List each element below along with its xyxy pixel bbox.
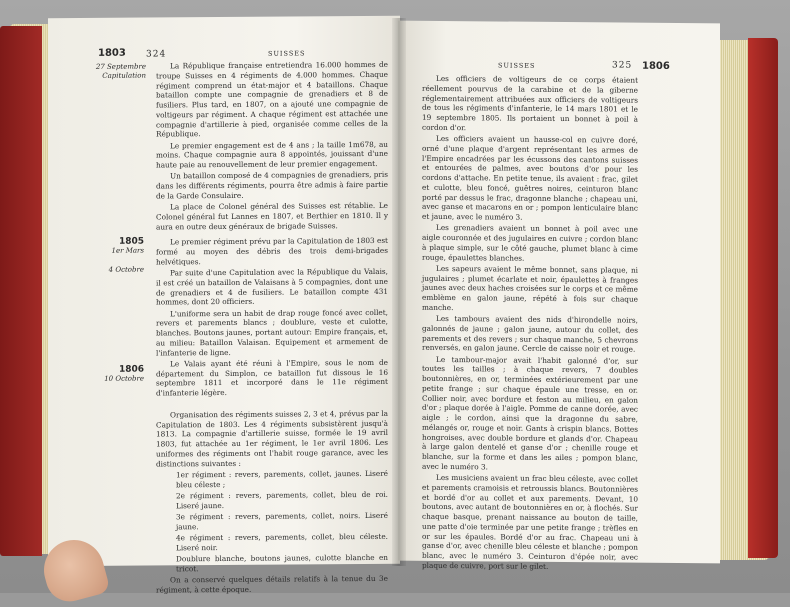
right-page-number: 325 <box>612 60 633 71</box>
paragraph: Par suite d'une Capitulation avec la République du Valais, il est créé un bataillon de Valaisans à 5 compagnies, dont une de grenadiers et 4 de fusiliers. Le bataillon compte 431 hommes, dont 20 officiers. <box>156 266 388 307</box>
margin-note-1803: 27 Septembre Capitulation <box>95 62 146 80</box>
left-page-number: 324 <box>146 49 167 60</box>
paragraph: On a conservé quelques détails relatifs à la tenue du 3e régiment, à cette époque. <box>156 573 388 594</box>
margin-note-1806: 1806 10 Octobre <box>104 364 144 383</box>
paragraph: Le tambour-major avait l'habit galonné d'or, sur toutes les tailles ; à chaque revers, 7 doubles boutonnières, en or, terminées extérieurement par une petite frange ; sur chaque épaule une tresse, en or. Collier noir, avec bordure et feston au milieu, en galon d'or ; plaque dorée à l'aigle. Pomme de canne dorée, avec aigle ; le cordon, ainsi que la dragonne du sabre, mélangés or, rouge et noir. Gants à crispin blancs. Bottes hongroises, avec double bordure et glands d'or. Chapeau à large galon dentelé et ganse d'or ; chenille rouge et blanche, sur la forme et dans les ailes ; pompon blanc, avec le numéro 3. <box>422 354 638 472</box>
paragraph: Le Valais ayant été réuni à l'Empire, sous le nom de département du Simplon, ce bataillon fut dissous le 16 septembre 1811 et incorporé dans le 11e régiment d'infanterie légère. <box>156 357 388 398</box>
right-running-head: SUISSES <box>498 61 536 70</box>
list-item: 2e régiment : revers, parements, collet, bleu de roi. Liseré jaune. <box>176 489 388 510</box>
right-page <box>398 21 720 571</box>
paragraph-spacer <box>156 398 388 409</box>
paragraph: Les musiciens avaient un frac bleu céleste, avec collet et parements cramoisis et retroussis blancs. Boutonnières et bordé d'or au collet et aux parements. Devant, 10 boutons, avec autant de boutonnières en or, à flochés. Sur chaque basque, prenant naissance au bouton de taille, une patte d'oie terminée par une petite frange ; trèfles en or sur les épaules. Bordé d'or au frac. Chapeau uni à ganse d'or, avec chenille bleu céleste et blanche ; pompon blanc, avec le numéro 3. Ceinturon d'épée noir, avec plaque de cuivre, port sur le gilet. <box>422 472 638 571</box>
list-item: 4e régiment : revers, parements, collet, bleu céleste. Liseré noir. <box>176 531 388 552</box>
paragraph: Un bataillon composé de 4 compagnies de grenadiers, pris dans les différents régiments, pourra être admis à faire partie de la Garde Consulaire. <box>156 170 388 201</box>
left-page <box>48 16 400 594</box>
paragraph: Les officiers de voltigeurs de ce corps étaient réellement pourvus de la carabine et de la giberne réglementairement attribuées aux officiers de voltigeurs de tous les régiments d'infanterie, le 14 mars 1801 et le 19 septembre 1805. Ils portaient un bonnet à poil à cordon d'or. <box>422 73 638 132</box>
left-text-column <box>156 60 388 596</box>
paragraph: Le premier régiment prévu par la Capitulation de 1803 est formé au moyen des débris des trois demi-brigades helvétiques. <box>156 236 388 267</box>
paragraph: Les sapeurs avaient le même bonnet, sans plaque, ni jugulaires ; plumet écarlate et noir, épaulettes à franges jaunes avec deux haches croisées sur le corps et ce même emblème en galon jaune, répété à fois sur chaque manche. <box>422 263 638 312</box>
paragraph: L'uniforme sera un habit de drap rouge foncé avec collet, revers et parements blancs ; doublure, veste et culotte, blanches. Boutons jaunes, portant autour: Empire français, et, au milieu: Bataillon Valaisan. Equipement et armement de l'infanterie de ligne. <box>156 307 388 357</box>
book-cover-left <box>0 26 42 556</box>
paragraph: Les tambours avaient des nids d'hirondelle noirs, galonnés de jaune ; galon jaune, autour du collet, des parements et des revers ; sur chaque manche, 5 chevrons renversés, en galon jaune. Cercle de caisse noir et rouge. <box>422 313 638 354</box>
book-gutter <box>392 18 406 566</box>
left-running-head: SUISSES <box>268 49 306 58</box>
left-year: 1803 <box>98 47 126 59</box>
paragraph: La République française entretiendra 16.000 hommes de troupe Suisses en 4 régiments de 4.000 hommes. Chaque régiment comprend un état-major et 4 bataillons. Chaque bataillon compte une compagnie de grenadiers et 8 de fusiliers. Plus tard, en 1807, on a ajouté une compagnie de voltigeurs par régiment. A chaque régiment est attachée une compagnie d'artillerie à pied, organisée comme celles de la République. <box>156 59 388 139</box>
list-item: 3e régiment : revers, parements, collet, noirs. Liseré jaune. <box>176 510 388 531</box>
book-cover-right <box>748 38 778 558</box>
list-item: Doublure blanche, boutons jaunes, culotte blanche en tricot. <box>176 552 388 573</box>
paragraph: Le premier engagement est de 4 ans ; la taille 1m678, au moins. Chaque compagnie aura 8 appointés, jouissant d'une haute paie au renouvellement de leur premier engagement. <box>156 139 388 170</box>
paragraph: Organisation des régiments suisses 2, 3 et 4, prévus par la Capitulation de 1803. Les 4 régiments subsistèrent jusqu'à 1813. La compagnie d'artillerie suisse, formée le 19 avril 1803, fut attachée au 1er régiment, le 1er avril 1806. Les uniformes des régiments ont l'habit rouge garance, avec les distinctions suivantes : <box>156 408 388 468</box>
right-text-column <box>422 74 638 574</box>
paragraph: Les officiers avaient un hausse-col en cuivre doré, orné d'une plaque d'argent représentant les armes de l'Empire encadrées par les écussons des cantons suisses et entourées de palmes, avec boutons d'or pour les cordons d'attache. En petite tenue, ils avaient : frac, gilet et culotte, bleu foncé, guêtres noires, ceinturon blanc porté par dessus le frac, dragonne blanche ; chapeau uni, avec ganse et macarons en or ; pompon lenticulaire blanc et jaune, avec le numéro 3. <box>422 133 638 222</box>
paragraph: La place de Colonel général des Suisses est rétablie. Le Colonel général fut Lannes en 1807, et Berthier en 1810. Il y aura en outre deux généraux de brigade Suisses. <box>156 200 388 231</box>
paragraph: Les grenadiers avaient un bonnet à poil avec une aigle couronnée et des jugulaires en cuivre ; cordon blanc à plaque simple, sur le côté gauche, plumet blanc à cime rouge, épaulettes blanches. <box>422 223 638 263</box>
list-item: 1er régiment : revers, parements, collet, jaunes. Liseré bleu céleste ; <box>176 468 388 489</box>
right-year: 1806 <box>642 60 670 72</box>
margin-note-1805: 1805 1er Mars 4 Octobre <box>108 236 144 274</box>
